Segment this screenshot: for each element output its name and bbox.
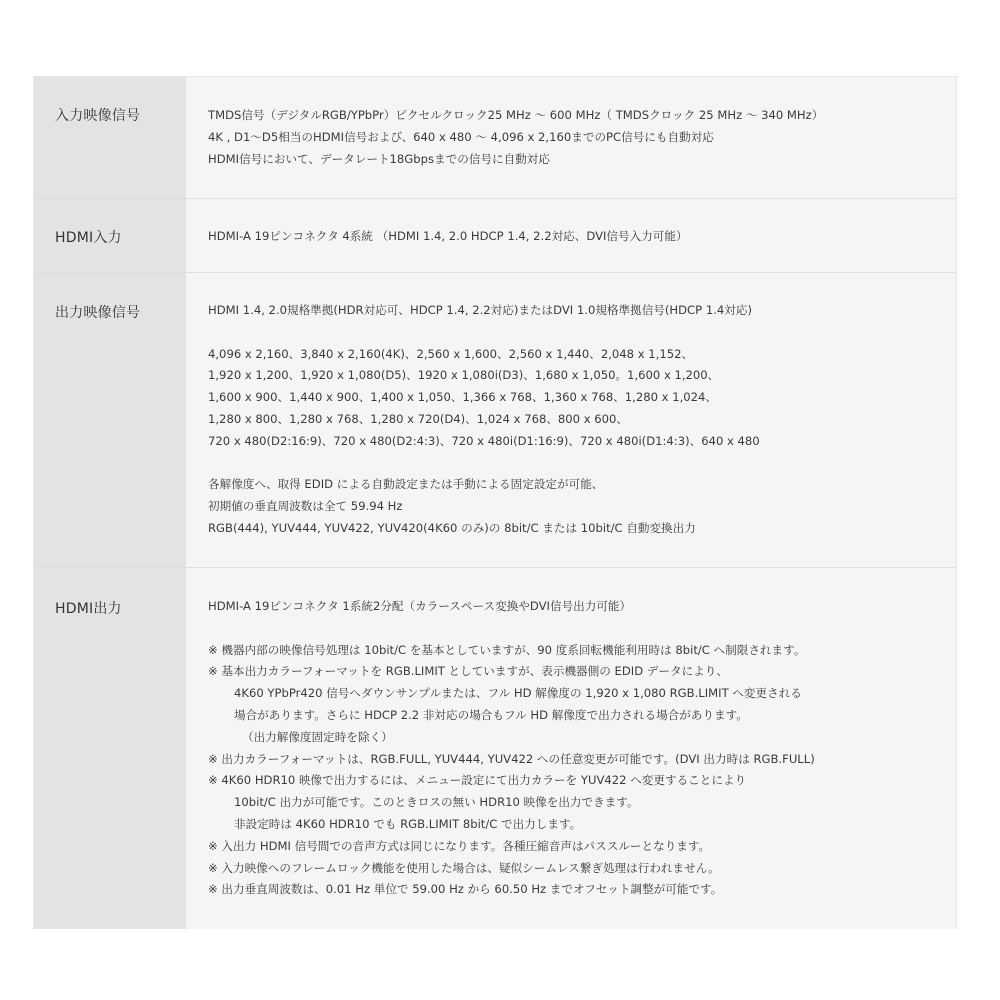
spec-line: HDMI-A 19ピンコネクタ 4系統 （HDMI 1.4, 2.0 HDCP 1.4, 2.2対応、DVI信号入力可能） [208,229,688,243]
note-line: 非設定時は 4K60 HDR10 でも RGB.LIMIT 8bit/C で出力します。 [234,816,582,831]
spec-line: HDMI信号において、データレート18Gbpsまでの信号に自動対応 [208,151,550,166]
resolution-line: 1,280 x 800、1,280 x 768、1,280 x 720(D4)、1,024 x 768、800 x 600、 [208,411,629,426]
spacer [208,322,946,344]
note-line: ※ 出力カラーフォーマットは、RGB.FULL, YUV444, YUV422 への任意変更が可能です。(DVI 出力時は RGB.FULL) [208,751,815,766]
row-label: HDMI入力 [34,199,186,272]
spec-line: HDMI 1.4, 2.0規格準拠(HDR対応可、HDCP 1.4, 2.2対応)またはDVI 1.0規格準拠信号(HDCP 1.4対応) [208,303,752,317]
note-line: ※ 入力映像へのフレームロック機能を使用した場合は、疑似シームレス繋ぎ処理は行われません。 [208,860,720,875]
note-line: （出力解像度固定時を除く） [242,729,393,744]
spec-row-hdmi-output [34,568,956,929]
note-line: 10bit/C 出力が可能です。このときロスの無い HDR10 映像を出力できます。 [234,795,639,810]
spacer [208,618,946,640]
spec-row-input-signal [34,77,956,199]
spec-table [33,76,957,929]
spacer [208,453,946,475]
resolution-line: 1,600 x 900、1,440 x 900、1,400 x 1,050、1,366 x 768、1,360 x 768、1,280 x 1,024、 [208,390,717,405]
row-label: 入力映像信号 [34,77,186,198]
note-line: 場合があります。さらに HDCP 2.2 非対応の場合もフル HD 解像度で出力される場合があります。 [234,707,748,722]
note-line: ※ 基本出力カラーフォーマットを RGB.LIMIT としていますが、表示機器側の EDID データにより、 [208,664,728,679]
note-line: ※ 入出力 HDMI 信号間での音声方式は同じになります。各種圧縮音声はパススルーとなります。 [208,838,711,853]
row-content [186,273,956,567]
row-content [186,77,956,198]
note-line: 初期値の垂直周波数は全て 59.94 Hz [208,499,403,514]
row-content [186,199,956,272]
spec-row-output-signal [34,273,956,568]
spec-line: TMDS信号（デジタルRGB/YPbPr）ピクセルクロック25 MHz 〜 600 MHz（ TMDSクロック 25 MHz 〜 340 MHz） [208,108,824,122]
note-line: 各解像度へ、取得 EDID による自動設定または手動による固定設定が可能、 [208,477,604,492]
note-line: ※ 4K60 HDR10 映像で出力するには、メニュー設定にて出力カラーを YUV422 へ変更することにより [208,773,747,788]
note-line: ※ 機器内部の映像信号処理は 10bit/C を基本としていますが、90 度系回転機能利用時は 8bit/C へ制限されます。 [208,642,806,657]
row-content [186,568,956,929]
spec-row-hdmi-input [34,199,956,273]
resolution-line: 720 x 480(D2:16:9)、720 x 480(D2:4:3)、720 x 480i(D1:16:9)、720 x 480i(D1:4:3)、640 x 480 [208,433,760,448]
note-line: 4K60 YPbPr420 信号へダウンサンプルまたは、フル HD 解像度の 1,920 x 1,080 RGB.LIMIT へ変更される [234,686,802,701]
row-label: HDMI出力 [34,568,186,929]
spec-line: HDMI-A 19ピンコネクタ 1系統2分配（カラースペース変換やDVI信号出力可能） [208,599,632,613]
resolution-line: 4,096 x 2,160、3,840 x 2,160(4K)、2,560 x 1,600、2,560 x 1,440、2,048 x 1,152、 [208,346,694,361]
row-label: 出力映像信号 [34,273,186,567]
resolution-line: 1,920 x 1,200、1,920 x 1,080(D5)、1920 x 1,080i(D3)、1,680 x 1,050。1,600 x 1,200、 [208,368,720,383]
spec-line: 4K , D1〜D5相当のHDMI信号および、640 x 480 〜 4,096 x 2,160までのPC信号にも自動対応 [208,129,714,144]
note-line: ※ 出力垂直周波数は、0.01 Hz 単位で 59.00 Hz から 60.50 Hz までオフセット調整が可能です。 [208,882,723,897]
note-line: RGB(444), YUV444, YUV422, YUV420(4K60 のみ)の 8bit/C または 10bit/C 自動変換出力 [208,520,696,535]
